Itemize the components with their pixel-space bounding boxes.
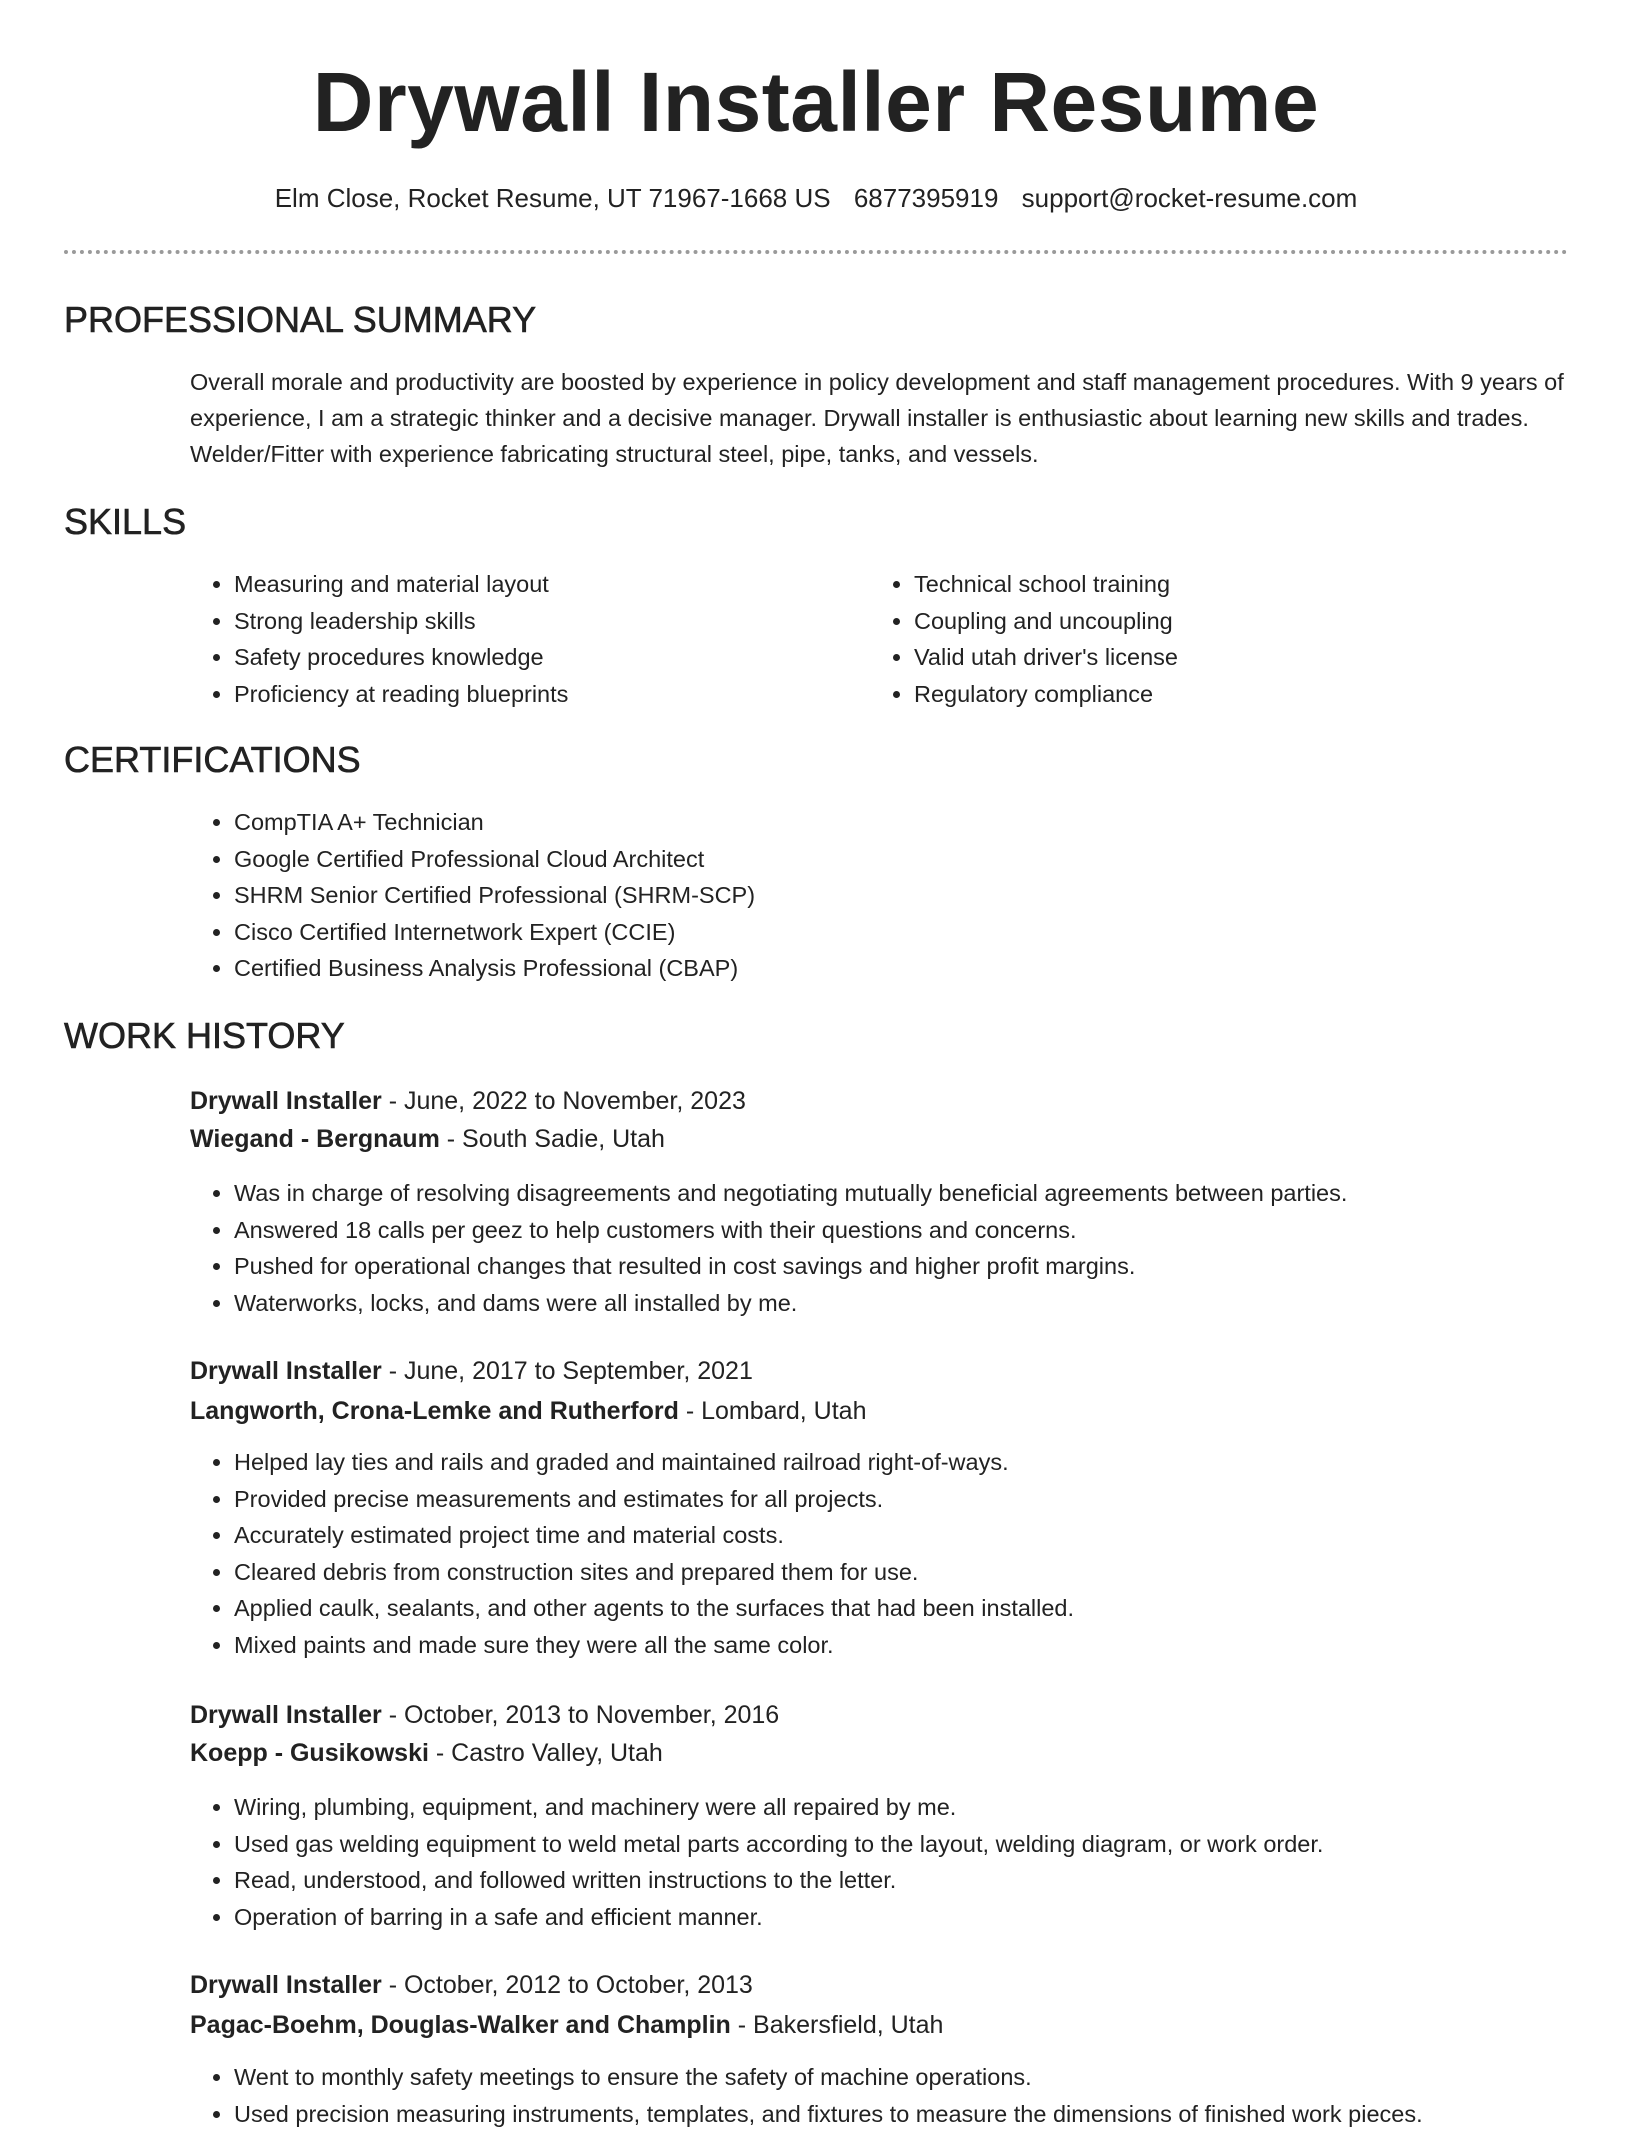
skill-item: • Technical school training xyxy=(914,566,1534,603)
job-company-line xyxy=(190,2007,943,2043)
skill-item: • Regulatory compliance xyxy=(914,676,1534,713)
job-bullets xyxy=(190,2059,1632,2132)
job-bullet: • Was in charge of resolving disagreements and negotiating mutually beneficial agreements between parties. xyxy=(234,1175,1632,1212)
job-title-line xyxy=(190,1697,779,1733)
skill-item: • Valid utah driver's license xyxy=(914,639,1534,676)
contact-phone: 6877395919 xyxy=(854,183,999,213)
job-bullet: • Waterworks, locks, and dams were all installed by me. xyxy=(234,1285,1632,1322)
job-bullet: • Went to monthly safety meetings to ensure the safety of machine operations. xyxy=(234,2059,1632,2096)
job-bullet: • Provided precise measurements and estimates for all projects. xyxy=(234,1481,1632,1518)
skills-list-right xyxy=(870,566,1534,712)
job-bullet: • Used gas welding equipment to weld metal parts according to the layout, welding diagram, or work order. xyxy=(234,1826,1632,1863)
job-title: Drywall Installer xyxy=(190,1701,382,1729)
certification-item: • CompTIA A+ Technician xyxy=(234,804,1534,841)
section-heading-work-history: WORK HISTORY xyxy=(64,1014,345,1058)
job-title-line xyxy=(190,1083,746,1119)
job-title: Drywall Installer xyxy=(190,1971,382,1999)
summary-text: Overall morale and productivity are boosted by experience in policy development and staff management procedures. With 9 years of experience, I am a strategic thinker and a decisive manager. Drywall installer is enthusiastic about learning new skills and trades. Welder/Fitter with experience fabricating structural steel, pipe, tanks, and vessels. xyxy=(190,364,1570,472)
certifications-list xyxy=(190,804,1534,987)
skill-item: • Coupling and uncoupling xyxy=(914,603,1534,640)
job-bullets xyxy=(190,1789,1632,1935)
job-location: - Bakersfield, Utah xyxy=(731,2011,944,2039)
job-company: Koepp - Gusikowski xyxy=(190,1739,429,1767)
job-bullet: • Read, understood, and followed written instructions to the letter. xyxy=(234,1862,1632,1899)
job-dates: - October, 2013 to November, 2016 xyxy=(382,1701,779,1729)
skill-item: • Strong leadership skills xyxy=(234,603,854,640)
job-company-line xyxy=(190,1735,663,1771)
section-heading-summary: PROFESSIONAL SUMMARY xyxy=(64,298,536,342)
job-title: Drywall Installer xyxy=(190,1087,382,1115)
job-bullet: • Helped lay ties and rails and graded and maintained railroad right-of-ways. xyxy=(234,1444,1632,1481)
job-company-line xyxy=(190,1393,867,1429)
job-company: Wiegand - Bergnaum xyxy=(190,1125,440,1153)
job-company: Langworth, Crona-Lemke and Rutherford xyxy=(190,1397,679,1425)
job-bullet: • Cleared debris from construction sites and prepared them for use. xyxy=(234,1554,1632,1591)
section-heading-skills: SKILLS xyxy=(64,500,186,544)
skill-item: • Measuring and material layout xyxy=(234,566,854,603)
job-title-line xyxy=(190,1967,753,2003)
job-dates: - June, 2022 to November, 2023 xyxy=(382,1087,746,1115)
job-bullet: • Pushed for operational changes that resulted in cost savings and higher profit margins. xyxy=(234,1248,1632,1285)
job-company: Pagac-Boehm, Douglas-Walker and Champlin xyxy=(190,2011,731,2039)
certification-item: • SHRM Senior Certified Professional (SHRM-SCP) xyxy=(234,877,1534,914)
job-bullet: • Mixed paints and made sure they were all the same color. xyxy=(234,1627,1632,1664)
skill-item: • Proficiency at reading blueprints xyxy=(234,676,854,713)
job-bullet: • Wiring, plumbing, equipment, and machinery were all repaired by me. xyxy=(234,1789,1632,1826)
job-location: - South Sadie, Utah xyxy=(440,1125,665,1153)
contact-email: support@rocket-resume.com xyxy=(1022,183,1358,213)
job-bullet: • Accurately estimated project time and material costs. xyxy=(234,1517,1632,1554)
job-company-line xyxy=(190,1121,665,1157)
skills-list-left xyxy=(190,566,854,712)
certification-item: • Google Certified Professional Cloud Architect xyxy=(234,841,1534,878)
certification-item: • Cisco Certified Internetwork Expert (CCIE) xyxy=(234,914,1534,951)
job-location: - Lombard, Utah xyxy=(679,1397,867,1425)
job-bullets xyxy=(190,1444,1632,1663)
skill-item: • Safety procedures knowledge xyxy=(234,639,854,676)
job-title-line xyxy=(190,1353,753,1389)
job-title: Drywall Installer xyxy=(190,1357,382,1385)
job-bullet: • Operation of barring in a safe and efficient manner. xyxy=(234,1899,1632,1936)
job-bullet: • Answered 18 calls per geez to help customers with their questions and concerns. xyxy=(234,1212,1632,1249)
job-dates: - October, 2012 to October, 2013 xyxy=(382,1971,753,1999)
contact-address: Elm Close, Rocket Resume, UT 71967-1668 US xyxy=(275,183,831,213)
job-dates: - June, 2017 to September, 2021 xyxy=(382,1357,753,1385)
job-bullets xyxy=(190,1175,1632,1321)
section-heading-certifications: CERTIFICATIONS xyxy=(64,738,361,782)
job-bullet: • Applied caulk, sealants, and other agents to the surfaces that had been installed. xyxy=(234,1590,1632,1627)
job-bullet: • Used precision measuring instruments, templates, and fixtures to measure the dimensions of finished work pieces. xyxy=(234,2096,1632,2132)
contact-line xyxy=(0,180,1632,216)
page-title: Drywall Installer Resume xyxy=(0,52,1632,152)
certification-item: • Certified Business Analysis Professional (CBAP) xyxy=(234,950,1534,987)
job-location: - Castro Valley, Utah xyxy=(429,1739,663,1767)
header-divider xyxy=(64,250,1568,254)
